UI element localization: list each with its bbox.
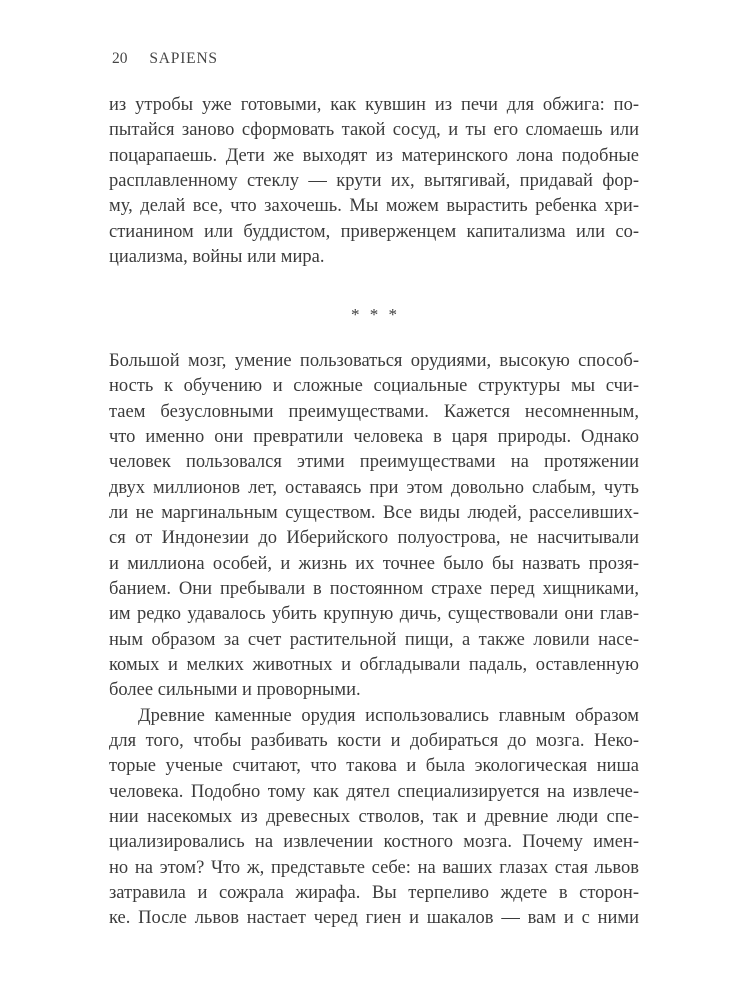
page-number: 20	[112, 50, 128, 67]
paragraph-2	[109, 349, 639, 704]
text-line: ли не маргинальным существом. Все виды людей, расселивших-	[109, 502, 639, 523]
text-line: более сильными и проворными.	[109, 680, 361, 701]
text-line: затравила и сожрала жирафа. Вы терпеливо ждете в сторон-	[109, 883, 639, 904]
text-line: и миллиона особей, и жизнь их точнее было бы назвать прозя-	[109, 553, 639, 574]
text-line: из утробы уже готовыми, как кувшин из печи для обжига: по-	[109, 95, 639, 115]
text-line: банием. Они пребывали в постоянном страхе перед хищниками,	[109, 579, 639, 599]
text-line: циализировались на извлечении костного мозга. Почему имен-	[109, 832, 639, 853]
text-line: таем безусловными преимуществами. Кажется несомненным,	[109, 401, 639, 422]
text-line: поцарапаешь. Дети же выходят из материнского лона подобные	[109, 145, 639, 166]
paragraph-1	[109, 93, 639, 270]
text-line: Большой мозг, умение пользоваться орудиями, высокую способ-	[109, 350, 639, 371]
text-line: человек пользовался этими преимуществами на протяжении	[109, 452, 639, 473]
text-line: торые ученые считают, что такова и была экологическая ниша	[109, 756, 639, 777]
text-line: му, делай все, что захочешь. Мы можем вырастить ребенка хри-	[109, 196, 639, 217]
text-line: человека. Подобно тому как дятел специализируется на извлече-	[109, 781, 639, 802]
text-line: им редко удавалось убить крупную дичь, существовали они глав-	[109, 604, 639, 625]
text-line: комых и мелких животных и обгладывали падаль, оставленную	[109, 655, 639, 676]
page-body	[109, 93, 639, 932]
text-line: но на этом? Что ж, представьте себе: на ваших глазах стая львов	[109, 857, 639, 878]
running-title: SAPIENS	[149, 50, 218, 67]
text-line: нии насекомых из древесных стволов, так и древние люди спе-	[109, 807, 639, 828]
text-line: пытайся заново сформовать такой сосуд, и ты его сломаешь или	[109, 120, 639, 141]
text-line: что именно они превратили человека в царя природы. Однако	[109, 426, 639, 447]
text-line: двух миллионов лет, оставаясь при этом довольно слабым, чуть	[109, 477, 639, 498]
text-line: циализма, войны или мира.	[109, 247, 325, 268]
text-line: ность к обучению и сложные социальные структуры мы счи-	[109, 376, 639, 397]
text-line: ным образом за счет растительной пищи, а также ловили насе-	[109, 629, 639, 650]
text-line: стианином или буддистом, приверженцем капитализма или со-	[109, 221, 639, 242]
paragraph-3	[109, 704, 639, 932]
text-line: расплавленному стеклу — крути их, вытягивай, придавай фор-	[109, 171, 639, 192]
section-separator: * * *	[351, 305, 397, 325]
text-line: ке. После львов настает черед гиен и шакалов — вам и с ними	[109, 908, 639, 929]
page-header	[112, 50, 218, 68]
text-line: Древние каменные орудия использовались главным образом	[138, 705, 639, 726]
text-line: ся от Индонезии до Иберийского полуострова, не насчитывали	[109, 528, 639, 549]
text-line: для того, чтобы разбивать кости и добираться до мозга. Неко-	[109, 731, 639, 752]
